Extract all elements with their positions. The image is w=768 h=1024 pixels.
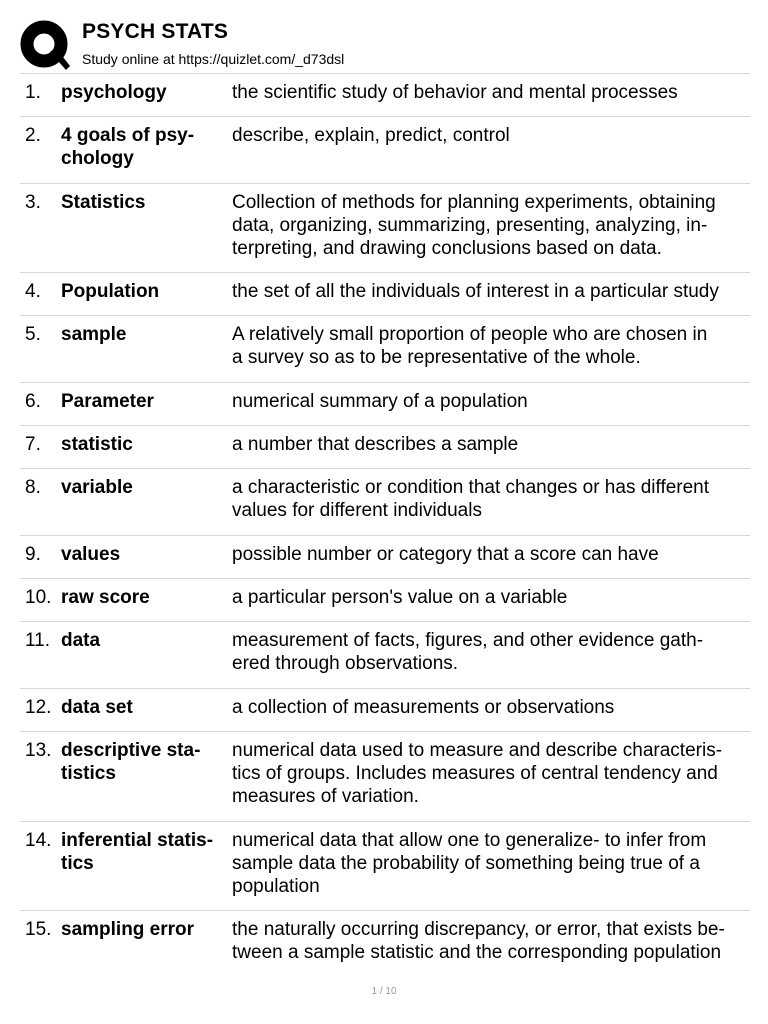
card-number: 14. bbox=[25, 830, 52, 851]
flashcard-row bbox=[20, 117, 750, 184]
card-definition: numerical data that allow one to generalize- to infer from sample data the probability of something being true of a population bbox=[232, 830, 707, 897]
card-term: data bbox=[61, 630, 101, 651]
card-definition: a particular person's value on a variable bbox=[232, 587, 568, 608]
page-number: 1 / 10 bbox=[371, 986, 397, 997]
flashcard-row bbox=[20, 622, 750, 689]
flashcard-row bbox=[20, 911, 750, 991]
card-number: 7. bbox=[25, 434, 41, 455]
card-term: statistic bbox=[61, 434, 133, 455]
card-term: inferential statis- tics bbox=[61, 830, 214, 874]
card-number: 15. bbox=[25, 919, 52, 940]
page-title: PSYCH STATS bbox=[82, 20, 229, 43]
card-number: 8. bbox=[25, 477, 41, 498]
flashcard-row bbox=[20, 316, 750, 383]
card-definition: a number that describes a sample bbox=[232, 434, 519, 455]
card-number: 12. bbox=[25, 697, 52, 718]
flashcard-row bbox=[20, 536, 750, 579]
flashcard-row bbox=[20, 383, 750, 426]
card-term: values bbox=[61, 544, 121, 565]
card-definition: measurement of facts, figures, and other evidence gath- ered through observations. bbox=[232, 630, 704, 674]
card-definition: the scientific study of behavior and mental processes bbox=[232, 82, 678, 103]
card-term: sampling error bbox=[61, 919, 195, 940]
page-header bbox=[20, 14, 750, 74]
card-number: 1. bbox=[25, 82, 41, 103]
card-number: 13. bbox=[25, 740, 52, 761]
card-definition: Collection of methods for planning experiments, obtaining data, organizing, summarizing, presenting, analyzing, in- terpreting, and drawing conclusions based on data. bbox=[232, 192, 716, 259]
card-definition: the set of all the individuals of interest in a particular study bbox=[232, 281, 719, 302]
card-number: 11. bbox=[25, 630, 51, 651]
card-definition: numerical data used to measure and describe characteris- tics of groups. Includes measures of central tendency and measures of variation. bbox=[232, 740, 723, 807]
quizlet-q-logo-icon bbox=[20, 20, 70, 72]
flashcard-row bbox=[20, 273, 750, 316]
card-number: 4. bbox=[25, 281, 41, 302]
card-definition: numerical summary of a population bbox=[232, 391, 528, 412]
card-term: Parameter bbox=[61, 391, 154, 412]
card-definition: A relatively small proportion of people who are chosen in a survey so as to be representative of the whole. bbox=[232, 324, 708, 368]
card-number: 2. bbox=[25, 125, 41, 146]
card-term: variable bbox=[61, 477, 133, 498]
card-term: data set bbox=[61, 697, 133, 718]
card-definition: a characteristic or condition that changes or has different values for different individuals bbox=[232, 477, 710, 521]
flashcard-row bbox=[20, 732, 750, 822]
card-term: 4 goals of psy- chology bbox=[61, 125, 195, 169]
flashcard-list bbox=[20, 74, 750, 991]
flashcard-row bbox=[20, 822, 750, 911]
card-number: 9. bbox=[25, 544, 41, 565]
flashcard-row bbox=[20, 689, 750, 732]
flashcard-row bbox=[20, 426, 750, 469]
card-term: Population bbox=[61, 281, 160, 302]
card-term: Statistics bbox=[61, 192, 146, 213]
card-term: raw score bbox=[61, 587, 150, 608]
card-term: descriptive sta- tistics bbox=[61, 740, 201, 784]
study-online-link[interactable]: Study online at https://quizlet.com/_d73dsl bbox=[82, 51, 345, 67]
card-definition: a collection of measurements or observations bbox=[232, 697, 615, 718]
card-number: 3. bbox=[25, 192, 41, 213]
card-definition: describe, explain, predict, control bbox=[232, 125, 510, 146]
flashcard-row bbox=[20, 74, 750, 117]
card-number: 5. bbox=[25, 324, 41, 345]
flashcard-row bbox=[20, 579, 750, 622]
card-number: 6. bbox=[25, 391, 41, 412]
card-term: sample bbox=[61, 324, 127, 345]
card-definition: the naturally occurring discrepancy, or error, that exists be- tween a sample statistic and the corresponding population bbox=[232, 919, 725, 963]
card-number: 10. bbox=[25, 587, 52, 608]
flashcard-row bbox=[20, 469, 750, 536]
flashcard-row bbox=[20, 184, 750, 273]
card-term: psychology bbox=[61, 82, 167, 103]
card-definition: possible number or category that a score can have bbox=[232, 544, 659, 565]
